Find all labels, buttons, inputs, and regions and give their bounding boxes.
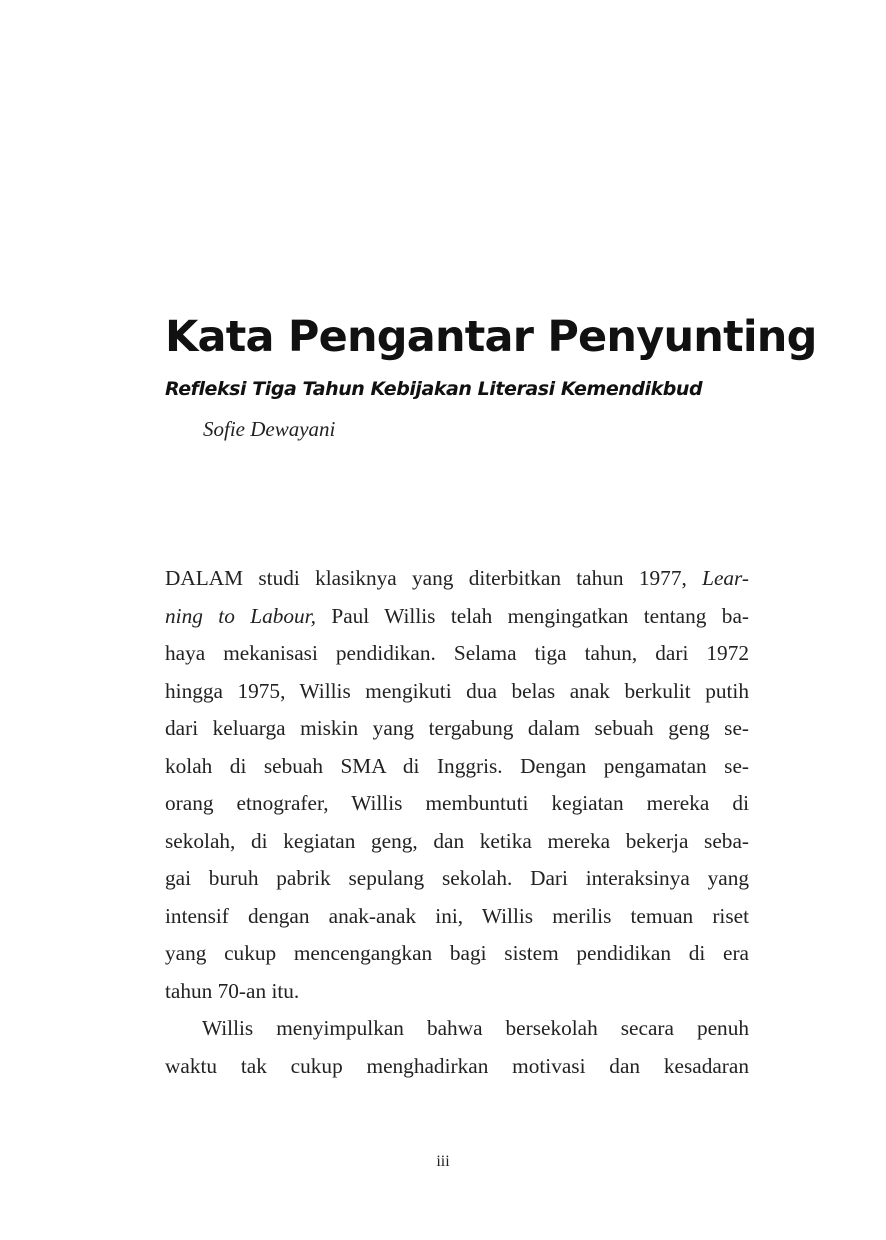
book-title-italic: Lear- [702,566,749,590]
text-line: hingga 1975, Willis mengikuti dua belas anak berkulit putih [165,678,749,703]
paragraph-first-line: Willis menyimpulkan bahwa bersekolah secara penuh [202,1016,749,1040]
text-run: DALAM studi klasiknya yang diterbitkan tahun 1977, [165,566,703,590]
body-text [165,560,749,1085]
text-line: yang cukup mencengangkan bagi sistem pendidikan di era [165,941,749,965]
chapter-subtitle: Refleksi Tiga Tahun Kebijakan Literasi Kemendikbud [165,378,703,400]
text-line: haya mekanisasi pendidikan. Selama tiga tahun, dari 1972 [165,641,749,665]
text-run: Paul Willis telah mengingatkan tentang ba- [315,603,749,628]
text-line: gai buruh pabrik sepulang sekolah. Dari interaksinya yang [165,866,749,890]
text-line: orang etnografer, Willis membuntuti kegiatan mereka di [165,791,749,815]
text-line: intensif dengan anak-anak ini, Willis merilis temuan riset [165,903,749,928]
page-number: iii [436,1153,450,1170]
text-line: kolah di sebuah SMA di Inggris. Dengan pengamatan se- [165,753,749,778]
text-line [165,598,749,636]
text-line: waktu tak cukup menghadirkan motivasi dan kesadaran [165,1053,749,1078]
book-title-italic: ning to Labour, [165,603,316,628]
text-line: dari keluarga miskin yang tergabung dalam sebuah geng se- [165,716,749,740]
text-line: sekolah, di kegiatan geng, dan ketika mereka bekerja seba- [165,828,749,853]
chapter-title: Kata Pengantar Penyunting [165,312,817,362]
chapter-author: Sofie Dewayani [203,417,336,441]
text-line [165,560,749,598]
paragraph-last-line: tahun 70-an itu. [165,978,300,1003]
